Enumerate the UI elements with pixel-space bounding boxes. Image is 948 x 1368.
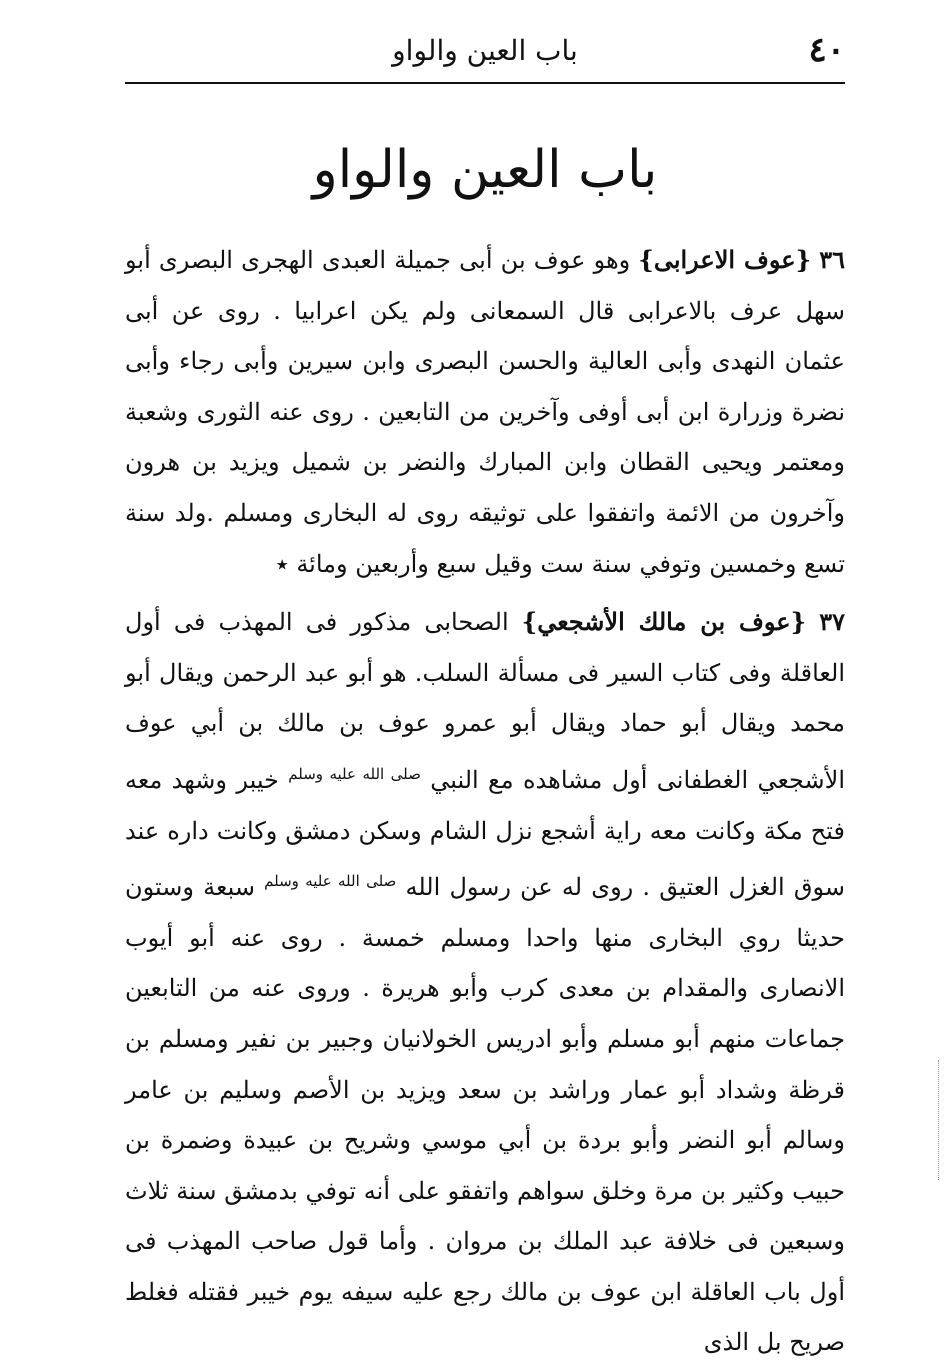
entry-36 (125, 235, 845, 589)
scan-edge-marks (938, 1060, 945, 1180)
page-number: ٤٠ (808, 30, 845, 70)
eulogy-glyph: صلى الله عليه وسلم (288, 764, 421, 783)
entry-text: وهو عوف بن أبى جميلة العبدى الهجرى البصرى أبو سهل عرف بالاعرابى قال السمعانى ولم يكن اعرابيا . روى عن أبى عثمان النهدى وأبى العالية والحسن البصرى وابن سيرين وأبى رجاء وأبى نضرة وزرارة ابن أبى أوفى وآخرين من التابعين . روى عنه الثورى وشعبة ومعتمر ويحيى القطان وابن المبارك والنضر بن شميل ويزيد بن هرون وآخرون من الائمة واتفقوا على توثيقه روى له البخارى ومسلم .ولد سنة تسع وخمسين وتوفي سنة ست وقيل سبع وأربعين ومائة ٭ (125, 246, 845, 578)
entry-name: {عوف الاعرابى} (638, 245, 812, 274)
entry-name: {عوف بن مالك الأشجعي} (521, 607, 807, 637)
entry-text-part-3: سبعة وستون حديثا روي البخارى منها واحدا ومسلم خمسة . روى عنه أبو أيوب الانصارى والمقدام بن معدى كرب وأبو هريرة . وروى عنه من التابعين جماعات منهم أبو مسلم وأبو ادريس الخولانيان وجبير بن نفير ومسلم بن قرظة وشداد أبو عمار وراشد بن سعد ويزيد بن الأصم وسليم بن عامر وسالم أبو النضر وأبو بردة بن أبي موسي وشريح بن عبيدة وضمرة بن حبيب وكثير بن مرة وخلق سواهم واتفقو على أنه توفي بدمشق سنة ثلاث وسبعين فى خلافة عبد الملك بن مروان . وأما قول صاحب المهذب فى أول باب العاقلة ابن عوف بن مالك رجع عليه سيفه يوم خيبر فقتله فغلط صريح بل الذى (125, 873, 845, 1357)
page-body (125, 235, 845, 1368)
running-title: باب العين والواو (392, 34, 578, 67)
chapter-title: باب العين والواو (312, 140, 658, 200)
entry-number: ٣٦ (819, 245, 845, 274)
running-head (125, 26, 845, 84)
entry-37 (125, 597, 845, 1368)
entry-number: ٣٧ (819, 607, 845, 637)
entry-text-part-2: خيبر وشهد معه فتح مكة وكانت معه راية أشجع نزل الشام وسكن دمشق وكانت داره عند سوق الغزل العتيق . روى له عن رسول الله (125, 765, 846, 902)
entry-text-part-1: الصحابى مذكور فى المهذب فى أول العاقلة وفى كتاب السير فى مسألة السلب. هو أبو عبد الرحمن ويقال أبو محمد ويقال أبو حماد ويقال أبو عمرو عوف بن مالك بن أبي عوف الأشجعي الغطفانى أول مشاهده مع النبي (125, 608, 846, 794)
eulogy-glyph: صلى الله عليه وسلم (264, 872, 397, 891)
